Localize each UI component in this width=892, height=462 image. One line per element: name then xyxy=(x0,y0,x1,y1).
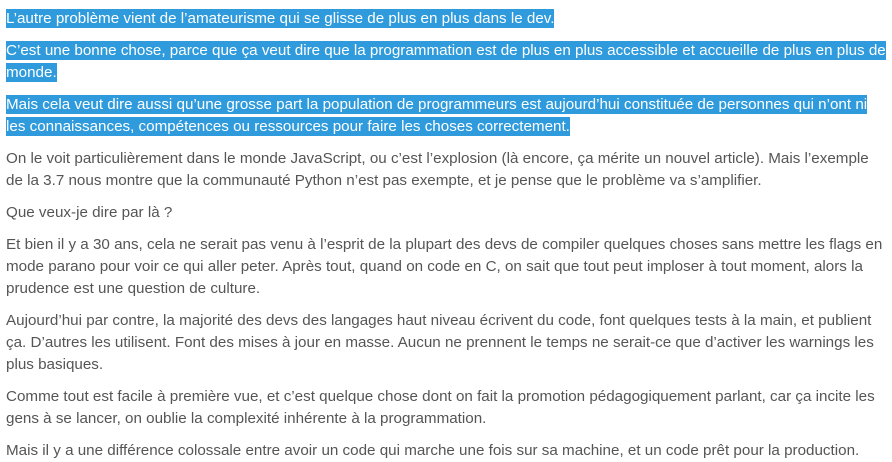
paragraph-selected-2[interactable] xyxy=(6,40,886,84)
paragraph-difference: Mais il y a une différence colossale entre avoir un code qui marche une fois sur sa machine, et un code prêt pour la production. xyxy=(6,442,860,459)
paragraph-selected-3[interactable] xyxy=(6,94,886,138)
paragraph-javascript: On le voit particulièrement dans le monde JavaScript, ou c’est l’explosion (là encore, ça mérite un nouvel article). Mais l’exemple de la 3.7 nous montre que la communauté Python n’est pas exempte, et je pense que le problème va s’amplifier. xyxy=(6,150,869,189)
paragraph-selected-1[interactable] xyxy=(6,8,886,30)
selected-text-1[interactable]: L’autre problème vient de l’amateurisme qui se glisse de plus en plus dans le dev. xyxy=(6,10,555,27)
paragraph-today: Aujourd’hui par contre, la majorité des devs des langages haut niveau écrivent du code, font quelques tests à la main, et publient ça. D’autres les utilisent. Font des mises à jour en masse. Aucun ne prennent le temps ne serait-ce que d’activer les warnings les plus basiques. xyxy=(6,312,874,373)
selected-text-2[interactable]: C’est une bonne chose, parce que ça veut dire que la programmation est de plus en plus accessible et accueille de plus en plus de monde. xyxy=(6,42,886,81)
paragraph-easy: Comme tout est facile à première vue, et c’est quelque chose dont on fait la promotion pédagogiquement parlant, car ça incite les gens à se lancer, on oublie la complexité inhérente à la programmation. xyxy=(6,388,875,427)
selected-text-3[interactable]: Mais cela veut dire aussi qu’une grosse part la population de programmeurs est aujourd’hui constituée de personnes qui n’ont ni les connaissances, compétences ou ressources pour faire les choses correctement. xyxy=(6,96,868,135)
paragraph-question: Que veux-je dire par là ? xyxy=(6,204,173,221)
paragraph-30-years: Et bien il y a 30 ans, cela ne serait pas venu à l’esprit de la plupart des devs de compiler quelques choses sans mettre les flags en mode parano pour voir ce qui aller peter. Après tout, quand on code en C, on sait que tout peut imploser à tout moment, alors la prudence est une question de culture. xyxy=(6,236,883,297)
